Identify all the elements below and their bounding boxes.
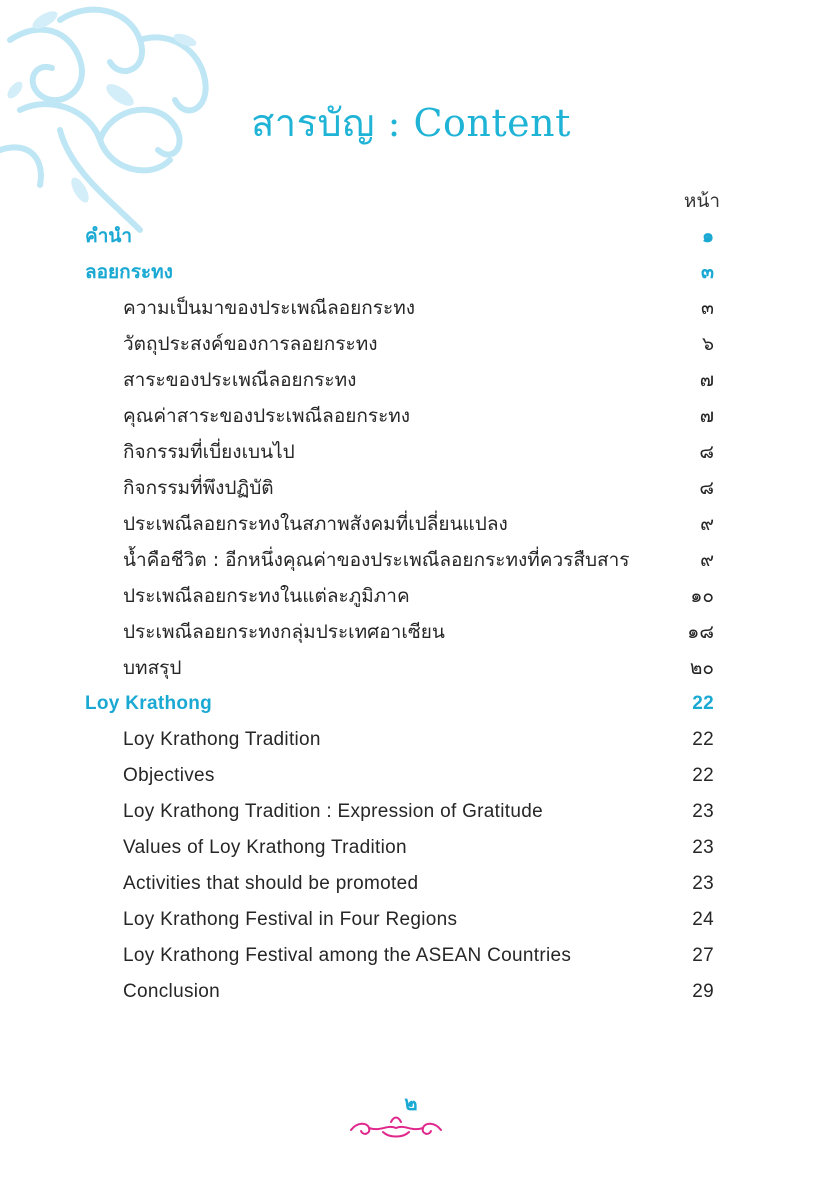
toc-item-row — [0, 614, 822, 650]
toc-entry-label: ประเพณีลอยกระทงในสภาพสังคมที่เปลี่ยนแปลง — [123, 513, 508, 535]
toc-entry-page: 27 — [692, 945, 714, 966]
toc-entry-page: ๗ — [699, 405, 714, 427]
toc-item-row — [0, 290, 822, 326]
toc-entry-page: 23 — [692, 801, 714, 822]
toc-entry-label: Conclusion — [123, 981, 220, 1002]
toc-section-row — [0, 254, 822, 290]
toc-entry-page: 29 — [692, 981, 714, 1002]
toc-item-row — [0, 470, 822, 506]
toc-item-row — [0, 830, 822, 866]
toc-item-row — [0, 902, 822, 938]
toc-item-row — [0, 722, 822, 758]
toc-entry-page: ๑ — [701, 225, 714, 247]
toc-item-row — [0, 506, 822, 542]
toc-item-row — [0, 326, 822, 362]
toc-entry-page: ๒๐ — [689, 657, 714, 679]
flourish-ornament-icon — [347, 1112, 445, 1142]
toc-entry-label: กิจกรรมที่พึงปฏิบัติ — [123, 477, 274, 499]
toc-item-row — [0, 542, 822, 578]
toc-entry-label: ความเป็นมาของประเพณีลอยกระทง — [123, 297, 416, 319]
toc-entry-page: ๙ — [700, 549, 714, 571]
toc-section-row — [0, 218, 822, 254]
toc-item-row — [0, 938, 822, 974]
toc-item-row — [0, 974, 822, 1010]
toc-entry-label: คำนำ — [85, 225, 133, 247]
toc-entry-page: ๑๘ — [687, 621, 714, 643]
toc-entry-label: วัตถุประสงค์ของการลอยกระทง — [123, 333, 378, 355]
toc-entry-label: สาระของประเพณีลอยกระทง — [123, 369, 357, 391]
toc-item-row — [0, 794, 822, 830]
toc-entry-page: ๗ — [699, 369, 714, 391]
toc-entry-label: บทสรุป — [123, 657, 182, 679]
page-column-label: หน้า — [683, 190, 720, 212]
toc-section-row — [0, 686, 822, 722]
toc-entry-label: Loy Krathong Festival among the ASEAN Countries — [123, 945, 572, 966]
toc-entry-label: Values of Loy Krathong Tradition — [123, 837, 407, 858]
toc-item-row — [0, 362, 822, 398]
toc-entry-label: Objectives — [123, 765, 215, 786]
toc-entry-page: ๓ — [701, 297, 714, 319]
table-of-contents — [0, 218, 822, 1010]
toc-entry-label: ลอยกระทง — [85, 261, 173, 283]
toc-entry-label: Activities that should be promoted — [123, 873, 419, 894]
toc-entry-label: คุณค่าสาระของประเพณีลอยกระทง — [123, 405, 411, 427]
toc-entry-page: 22 — [692, 765, 714, 786]
toc-entry-page: ๘ — [699, 441, 714, 463]
toc-entry-label: น้ำคือชีวิต : อีกหนึ่งคุณค่าของประเพณีลอยกระทงที่ควรสืบสาร — [123, 549, 630, 571]
toc-item-row — [0, 866, 822, 902]
toc-entry-page: 24 — [692, 909, 714, 930]
toc-entry-page: ๓ — [701, 261, 714, 283]
toc-item-row — [0, 434, 822, 470]
toc-item-row — [0, 398, 822, 434]
toc-entry-label: ประเพณีลอยกระทงกลุ่มประเทศอาเซียน — [123, 621, 445, 643]
toc-entry-label: Loy Krathong Tradition — [123, 729, 321, 750]
toc-entry-label: ประเพณีลอยกระทงในแต่ละภูมิภาค — [123, 585, 410, 607]
toc-entry-page: 23 — [692, 837, 714, 858]
toc-entry-label: Loy Krathong Tradition : Expression of Gratitude — [123, 801, 543, 822]
page-title: สารบัญ : Content — [251, 101, 571, 145]
toc-entry-page: ๖ — [701, 333, 714, 355]
toc-entry-page: 23 — [692, 873, 714, 894]
toc-entry-page: ๙ — [700, 513, 714, 535]
page-number: ๒ — [404, 1091, 418, 1115]
toc-item-row — [0, 578, 822, 614]
toc-entry-label: Loy Krathong — [85, 693, 213, 714]
toc-entry-page: 22 — [692, 693, 714, 714]
toc-entry-page: ๘ — [699, 477, 714, 499]
toc-entry-page: 22 — [692, 729, 714, 750]
toc-entry-page: ๑๐ — [690, 585, 714, 607]
toc-item-row — [0, 650, 822, 686]
toc-entry-label: กิจกรรมที่เบี่ยงเบนไป — [123, 441, 295, 463]
toc-entry-label: Loy Krathong Festival in Four Regions — [123, 909, 458, 930]
toc-item-row — [0, 758, 822, 794]
